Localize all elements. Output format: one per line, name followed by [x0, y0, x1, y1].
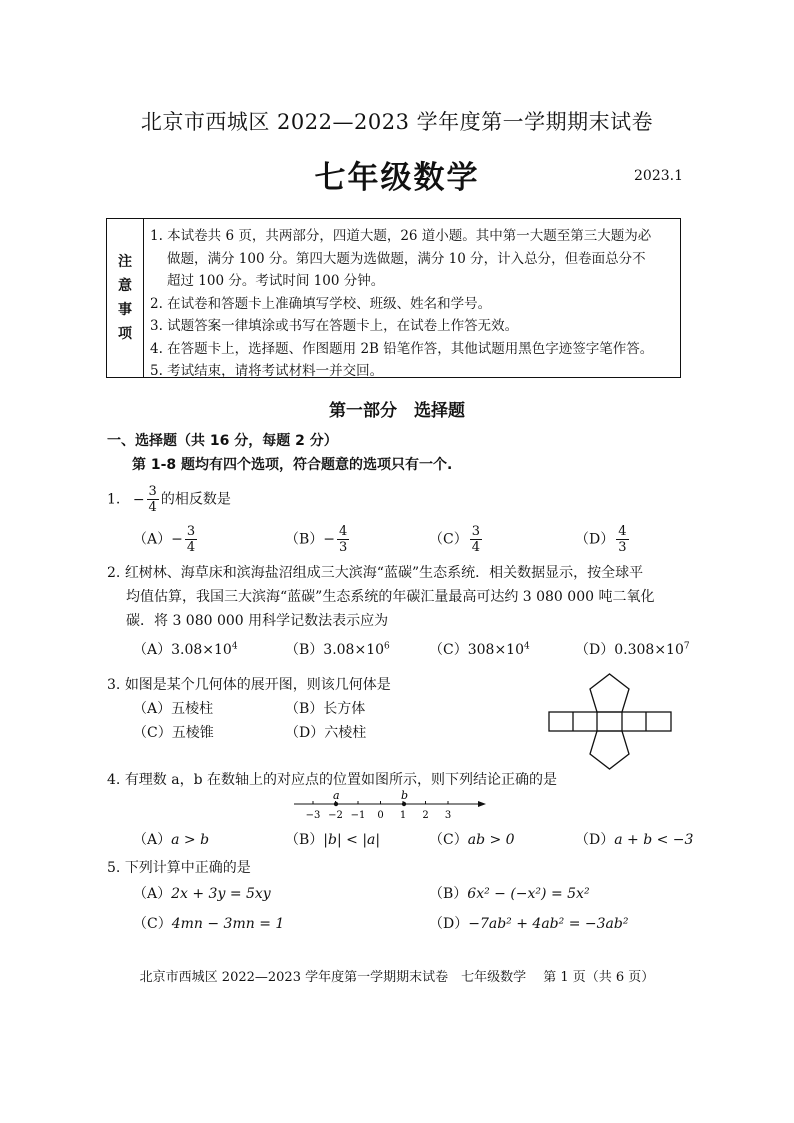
option-c[interactable] [429, 524, 484, 555]
option-fraction [470, 524, 482, 555]
option-a[interactable] [133, 829, 209, 849]
option-label: （B） [285, 531, 324, 548]
option-label: （D） [429, 916, 469, 932]
axis-tick-label: −1 [350, 810, 366, 821]
notice-label [107, 219, 144, 377]
option-text: 3.08×10 [171, 642, 232, 658]
notice-label-char: 项 [118, 326, 132, 342]
option-a[interactable] [133, 524, 199, 555]
fraction-numerator: 3 [186, 524, 196, 539]
fraction-numerator: 4 [618, 524, 627, 539]
option-b[interactable] [285, 698, 365, 718]
notice-item: 1. 本试卷共 6 页，共两部分，四道大题，26 道小题。其中第一大题至第三大题为必 [150, 228, 652, 244]
option-c[interactable] [133, 722, 214, 742]
option-label: （D） [575, 531, 615, 548]
option-text: 长方体 [323, 701, 366, 717]
q1-sign: − [132, 491, 145, 508]
option-text: −7ab² + 4ab² = −3ab² [468, 916, 629, 932]
exam-title: 北京市西城区 2022—2023 学年度第一学期期末试卷 [140, 110, 654, 134]
option-label: （B） [285, 832, 324, 848]
option-text: 3.08×10 [323, 642, 385, 658]
option-fraction [185, 524, 197, 555]
notice-item: 3. 试题答案一律填涂或书写在答题卡上，在试卷上作答无效。 [150, 318, 519, 334]
notice-label-char: 事 [118, 302, 132, 318]
axis-tick-label: 2 [422, 810, 429, 821]
option-text: 6x² − (−x²) = 5x² [467, 886, 590, 902]
option-exponent: 6 [384, 641, 390, 652]
option-b[interactable] [285, 829, 380, 849]
option-b[interactable] [285, 639, 390, 659]
option-b[interactable] [285, 524, 351, 555]
notice-item: 2. 在试卷和答题卡上准确填写学校、班级、姓名和学号。 [150, 295, 492, 312]
option-c[interactable] [133, 913, 284, 933]
question-number: 1. [107, 491, 121, 508]
option-d[interactable] [285, 722, 366, 742]
fraction-numerator: 3 [471, 524, 480, 539]
option-a[interactable] [133, 883, 271, 903]
axis-tick-label: −2 [328, 810, 343, 821]
question-5 [107, 856, 251, 880]
option-sign: − [171, 531, 183, 548]
question-text: 碳．将 3 080 000 用科学记数法表示应为 [126, 613, 389, 629]
option-label: （D） [575, 832, 615, 848]
option-text: 0.308×10 [614, 642, 684, 658]
option-d[interactable] [575, 829, 693, 849]
notice-box [106, 218, 681, 378]
option-d[interactable] [575, 524, 631, 555]
fraction-numerator: 4 [339, 524, 348, 539]
net-strip [549, 712, 671, 731]
question-text: 均值估算，我国三大滨海“蓝碳”生态系统的年碳汇量最高可达约 3 080 000 吨二氧化 [126, 589, 655, 605]
option-c[interactable] [429, 639, 530, 659]
option-d[interactable] [429, 913, 628, 933]
net-top-pentagon [590, 674, 629, 712]
option-text: 六棱柱 [324, 725, 367, 741]
q1-text: 的相反数是 [160, 491, 231, 508]
question-2 [107, 561, 677, 633]
option-text: 五棱柱 [171, 701, 214, 717]
notice-item: 做题，满分 100 分。第四大题为选做题，满分 10 分，计入总分，但卷面总分不 [167, 250, 646, 267]
option-text: 五棱锥 [171, 725, 214, 741]
option-text: 308×10 [467, 642, 524, 658]
option-a[interactable] [133, 698, 213, 718]
fraction-denominator: 4 [148, 500, 157, 515]
arrow-icon [478, 801, 486, 807]
option-d[interactable] [575, 639, 690, 659]
fraction-denominator: 4 [471, 540, 480, 555]
option-label: （A） [133, 701, 172, 717]
axis-tick-label: 3 [444, 810, 452, 821]
point-a-label: a [333, 789, 340, 802]
option-label: （D） [575, 642, 615, 658]
option-text: 4mn − 3mn = 1 [171, 916, 285, 932]
option-label: （B） [285, 701, 324, 717]
option-label: （C） [133, 916, 172, 932]
option-text: a + b < −3 [614, 832, 694, 848]
question-1 [107, 484, 231, 515]
net-bottom-pentagon [590, 731, 629, 769]
option-label: （A） [133, 886, 172, 902]
notice-item: 5. 考试结束，请将考试材料一并交回。 [150, 363, 384, 379]
option-label: （B） [429, 886, 468, 902]
point-b-label: b [401, 789, 409, 802]
option-c[interactable] [429, 829, 515, 849]
point-a-dot [334, 802, 338, 806]
fraction-denominator: 3 [618, 540, 627, 555]
notice-label-char: 注 [118, 254, 132, 270]
notice-label-char: 意 [118, 278, 132, 294]
option-exponent: 4 [231, 641, 238, 652]
option-text: 2x + 3y = 5xy [171, 886, 271, 902]
option-label: （C） [429, 642, 468, 658]
option-label: （C） [429, 832, 468, 848]
question-number: 5. [107, 860, 121, 876]
section-note: 第 1-8 题均有四个选项，符合题意的选项只有一个. [132, 457, 453, 473]
notice-items [150, 225, 678, 383]
option-exponent: 7 [683, 641, 690, 652]
question-text: 如图是某个几何体的展开图，则该几何体是 [124, 677, 391, 693]
option-label: （A） [133, 832, 172, 848]
option-a[interactable] [133, 639, 238, 659]
axis-tick-label: 1 [399, 810, 407, 821]
question-number: 3. [107, 677, 121, 693]
part-title: 第一部分 选择题 [329, 401, 465, 421]
question-number: 2. [107, 565, 121, 581]
exam-date: 2023.1 [634, 168, 683, 184]
page-footer: 北京市西城区 2022—2023 学年度第一学期期末试卷 七年级数学 第 1 页（共 6 页） [139, 970, 655, 985]
question-text: 下列计算中正确的是 [124, 860, 251, 876]
notice-item: 超过 100 分。考试时间 100 分钟。 [167, 273, 385, 289]
option-fraction [616, 524, 628, 555]
option-label: （B） [285, 642, 324, 658]
option-label: （A） [133, 642, 172, 658]
fraction-numerator: 3 [148, 484, 157, 499]
option-b[interactable] [429, 883, 590, 903]
option-text: a > b [171, 832, 210, 848]
question-text: 红树林、海草床和滨海盐沼组成三大滨海“蓝碳”生态系统．相关数据显示，按全球平 [124, 565, 644, 581]
option-sign: − [323, 531, 336, 548]
option-exponent: 4 [524, 641, 530, 652]
axis-tick-label: 0 [377, 810, 384, 821]
prism-net-figure [540, 670, 680, 800]
option-text: ab > 0 [467, 832, 515, 848]
question-3 [107, 673, 391, 697]
fraction-denominator: 4 [186, 540, 196, 555]
question-number: 4. [107, 772, 121, 788]
section-title: 一、选择题（共 16 分，每题 2 分） [107, 433, 338, 449]
option-label: （D） [285, 725, 325, 741]
number-line-figure [290, 788, 490, 822]
axis-tick-label: −3 [305, 810, 321, 821]
exam-subject: 七年级数学 [314, 160, 480, 196]
option-fraction [337, 524, 349, 555]
question-text: 有理数 a，b 在数轴上的对应点的位置如图所示，则下列结论正确的是 [124, 772, 558, 788]
option-label: （C） [429, 531, 468, 548]
point-b-dot [402, 802, 406, 806]
option-label: （C） [133, 725, 172, 741]
q1-fraction [147, 484, 159, 515]
option-label: （A） [133, 531, 172, 548]
notice-item: 4. 在答题卡上，选择题、作图题用 2B 铅笔作答，其他试题用黑色字迹签字笔作答。 [150, 340, 654, 357]
option-text: |b| < |a| [323, 832, 381, 848]
fraction-denominator: 3 [339, 540, 348, 555]
